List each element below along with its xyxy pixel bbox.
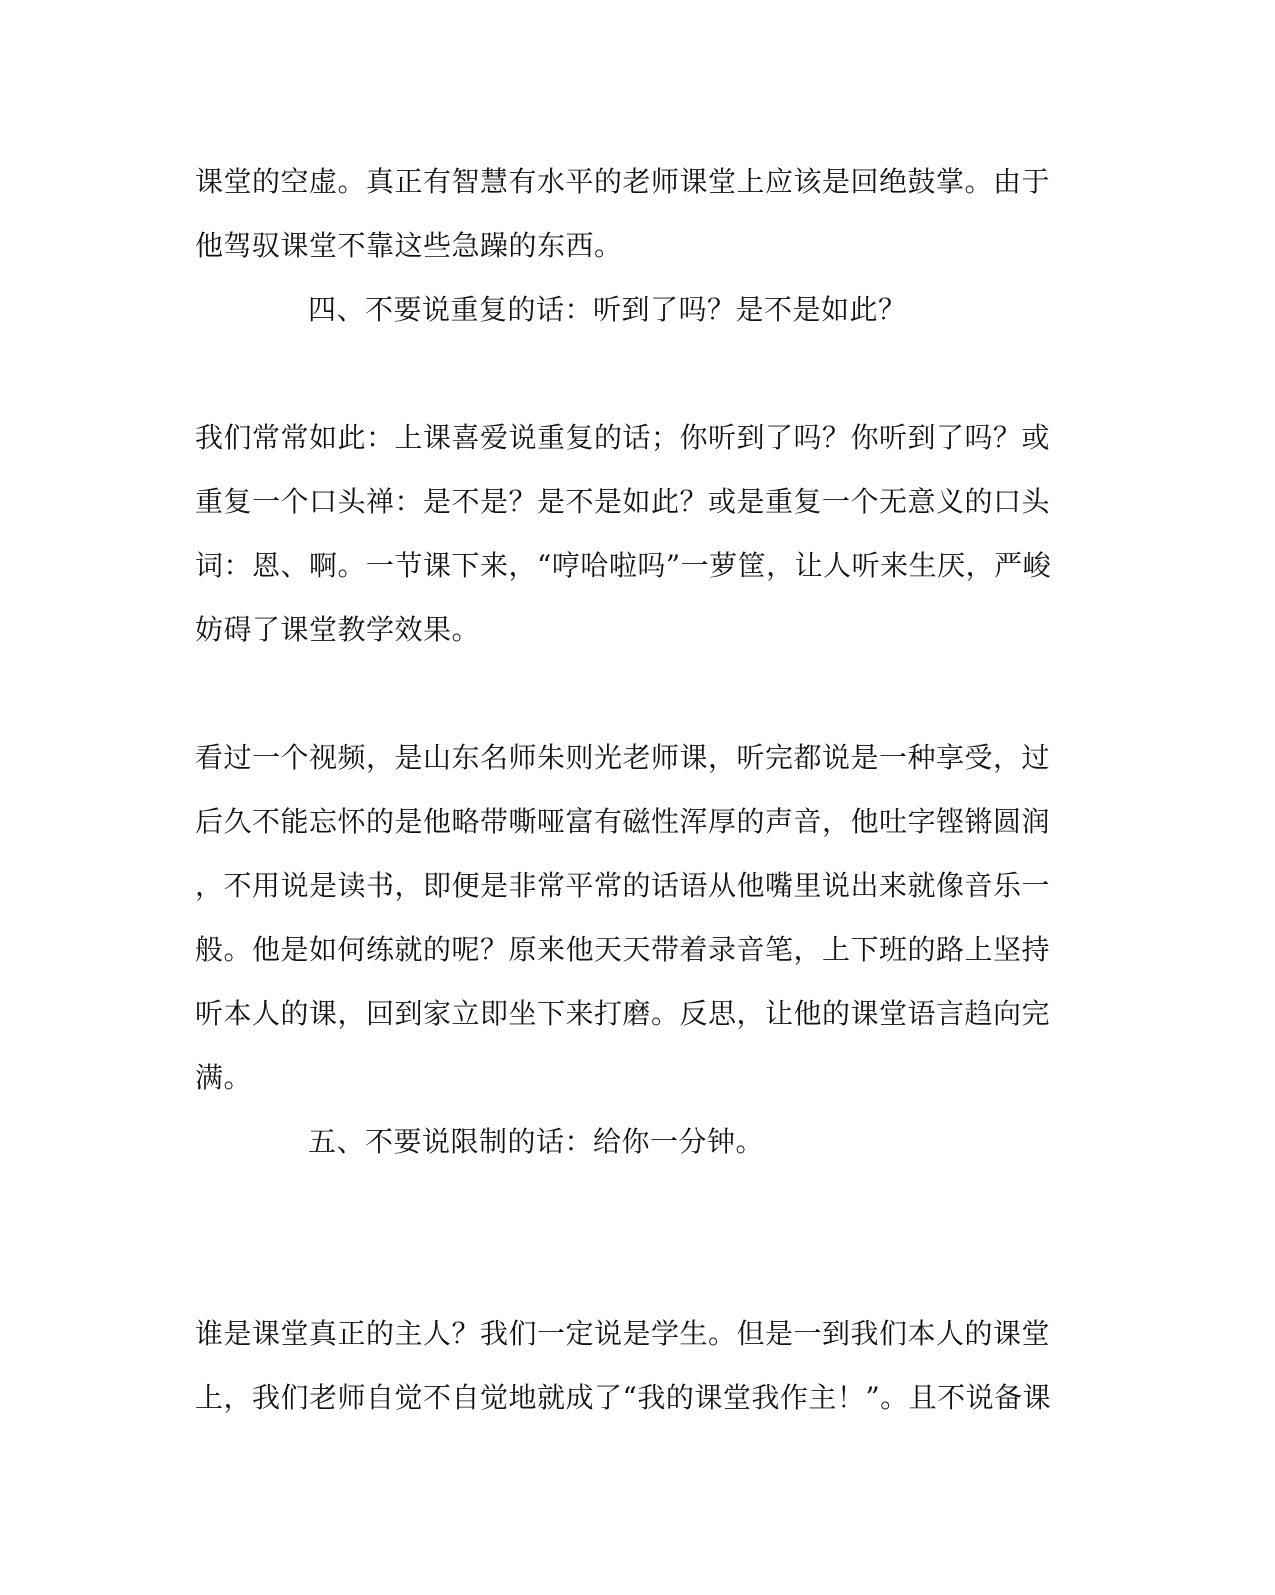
text-line: 满。	[195, 1061, 253, 1094]
text-line: 上，我们老师自觉不自觉地就成了“我的课堂我作主！”。且不说备课	[195, 1381, 1052, 1414]
text-line: 看过一个视频，是山东名师朱则光老师课，听完都说是一种享受，过	[195, 741, 1051, 774]
text-line: 他驾驭课堂不靠这些急躁的东西。	[195, 229, 623, 262]
text-line: 听本人的课，回到家立即坐下来打磨。反思，让他的课堂语言趋向完	[195, 997, 1051, 1030]
section-heading-4: 四、不要说重复的话：听到了吗？是不是如此？	[308, 293, 907, 326]
text-line: 课堂的空虚。真正有智慧有水平的老师课堂上应该是回绝鼓掌。由于	[195, 165, 1051, 198]
text-line: 谁是课堂真正的主人？我们一定说是学生。但是一到我们本人的课堂	[195, 1317, 1051, 1350]
text-line: 词：恩、啊。一节课下来，“哼哈啦吗”一萝筐，让人听来生厌，严峻	[195, 549, 1052, 582]
text-line: 妨碍了课堂教学效果。	[195, 613, 481, 646]
text-line: 我们常常如此：上课喜爱说重复的话；你听到了吗？你听到了吗？或	[195, 421, 1051, 454]
text-line: 重复一个口头禅：是不是？是不是如此？或是重复一个无意义的口头	[195, 485, 1051, 518]
section-heading-5: 五、不要说限制的话：给你一分钟。	[308, 1125, 765, 1158]
text-line: ，不用说是读书，即便是非常平常的话语从他嘴里说出来就像音乐一	[195, 869, 1051, 902]
text-line: 般。他是如何练就的呢？原来他天天带着录音笔，上下班的路上坚持	[195, 933, 1051, 966]
text-line: 后久不能忘怀的是他略带嘶哑富有磁性浑厚的声音，他吐字铿锵圆润	[195, 805, 1051, 838]
